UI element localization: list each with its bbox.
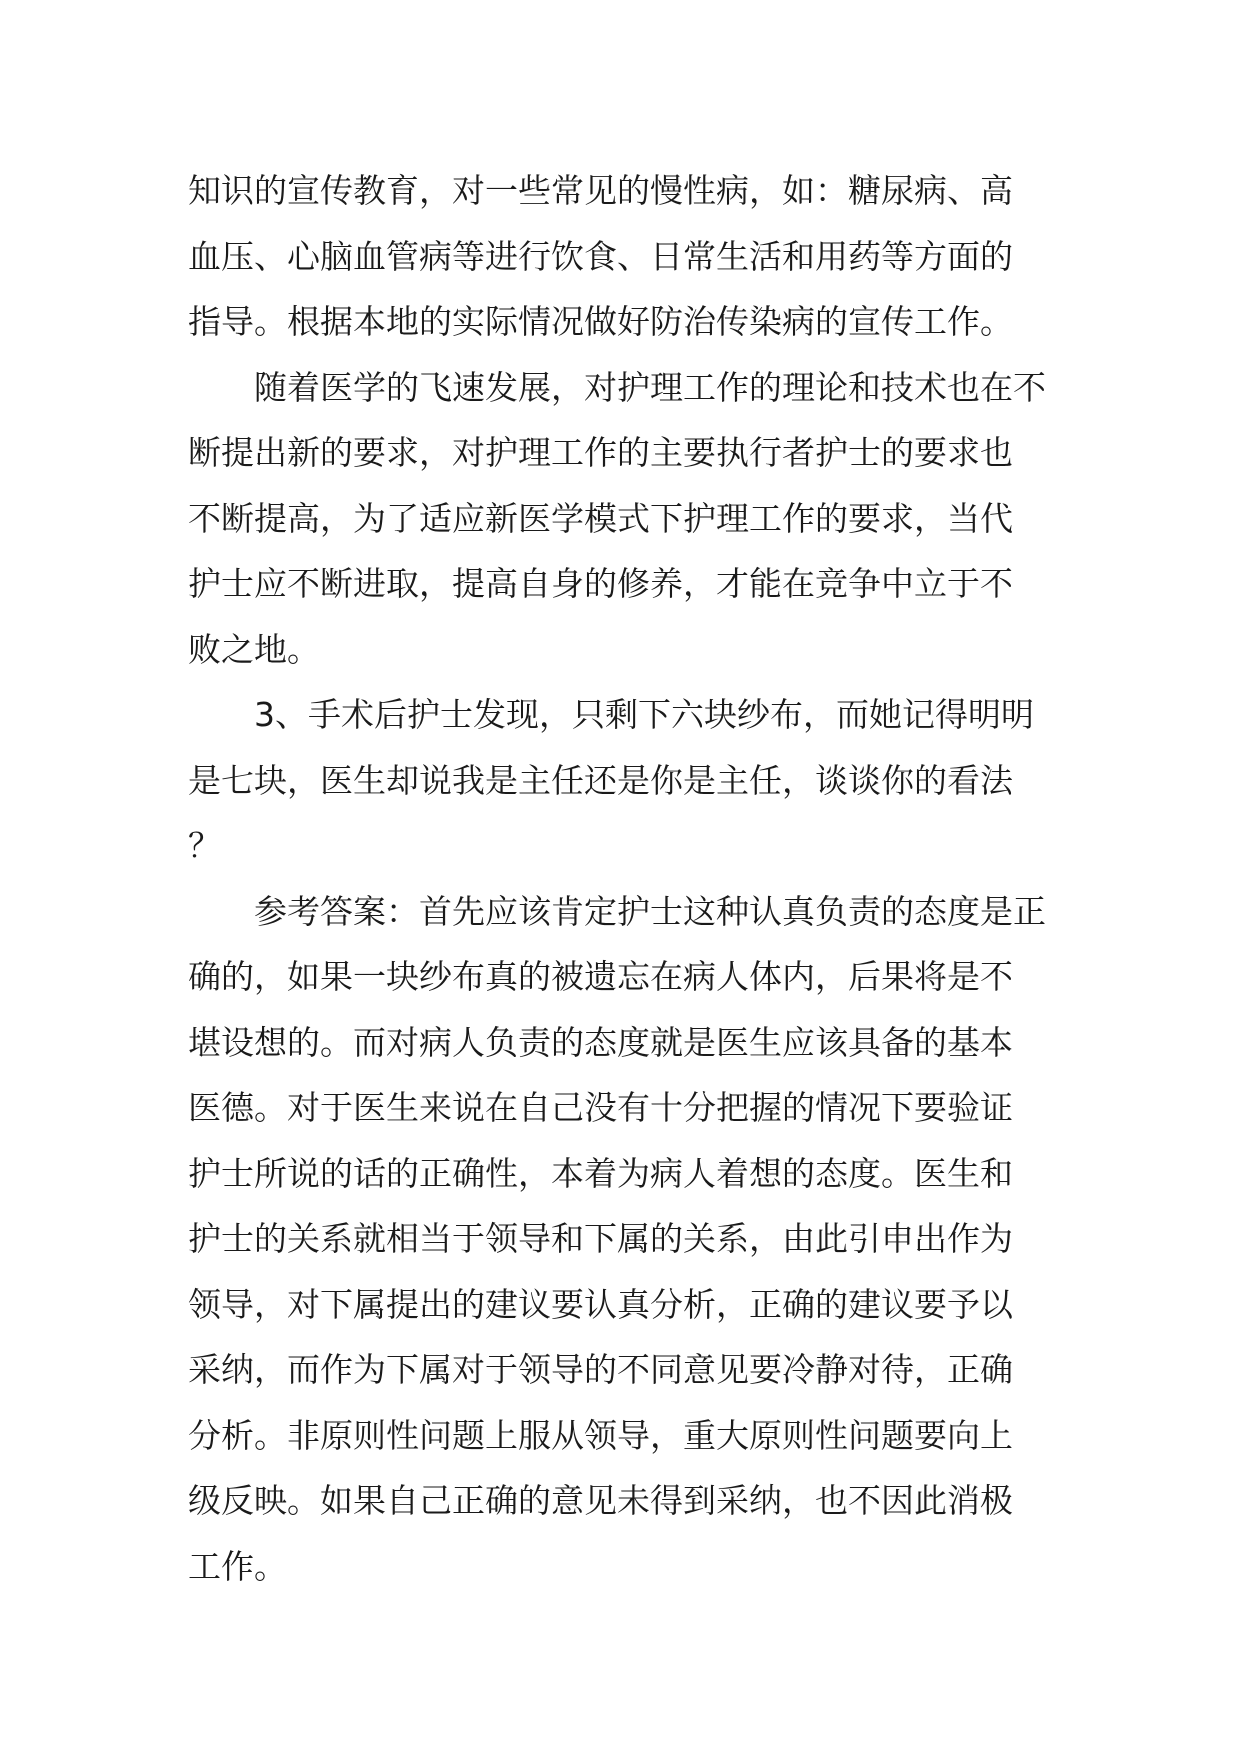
- text-line: 血压、心脑血管病等进行饮食、日常生活和用药等方面的: [188, 236, 1013, 276]
- text-line: ？: [188, 826, 221, 865]
- text-line: 断提出新的要求，对护理工作的主要执行者护士的要求也: [188, 433, 1013, 472]
- text-line: 护士应不断进取，提高自身的修养，才能在竞争中立于不: [188, 564, 1013, 603]
- text-line: 指导。根据本地的实际情况做好防治传染病的宣传工作。: [188, 302, 1013, 341]
- document-text: [188, 158, 1068, 1599]
- text-line: 领导，对下属提出的建议要认真分析，正确的建议要予以: [188, 1284, 1013, 1324]
- text-line: 堪设想的。而对病人负责的态度就是医生应该具备的基本: [188, 1022, 1013, 1062]
- text-line: 随着医学的飞速发展，对护理工作的理论和技术也在不: [188, 367, 1046, 407]
- text-line: 是七块，医生却说我是主任还是你是主任，谈谈你的看法: [188, 760, 1013, 800]
- text-line: 确的，如果一块纱布真的被遗忘在病人体内，后果将是不: [188, 957, 1013, 996]
- text-line: 分析。非原则性问题上服从领导，重大原则性问题要向上: [188, 1415, 1013, 1455]
- text-line: 级反映。如果自己正确的意见未得到采纳，也不因此消极: [188, 1481, 1013, 1520]
- text-line: 护士的关系就相当于领导和下属的关系，由此引申出作为: [188, 1219, 1013, 1258]
- text-line: 采纳，而作为下属对于领导的不同意见要冷静对待，正确: [188, 1350, 1013, 1389]
- text-line: 不断提高，为了适应新医学模式下护理工作的要求，当代: [188, 498, 1013, 538]
- text-line: 3、手术后护士发现，只剩下六块纱布，而她记得明明: [188, 695, 1034, 734]
- text-line: 医德。对于医生来说在自己没有十分把握的情况下要验证: [188, 1088, 1013, 1127]
- text-line: 工作。: [188, 1546, 287, 1586]
- text-line: 败之地。: [188, 629, 320, 669]
- text-line: 护士所说的话的正确性，本着为病人着想的态度。医生和: [188, 1153, 1013, 1193]
- text-line: 参考答案：首先应该肯定护士这种认真负责的态度是正: [188, 891, 1046, 931]
- text-line: 知识的宣传教育，对一些常见的慢性病，如：糖尿病、高: [188, 171, 1013, 210]
